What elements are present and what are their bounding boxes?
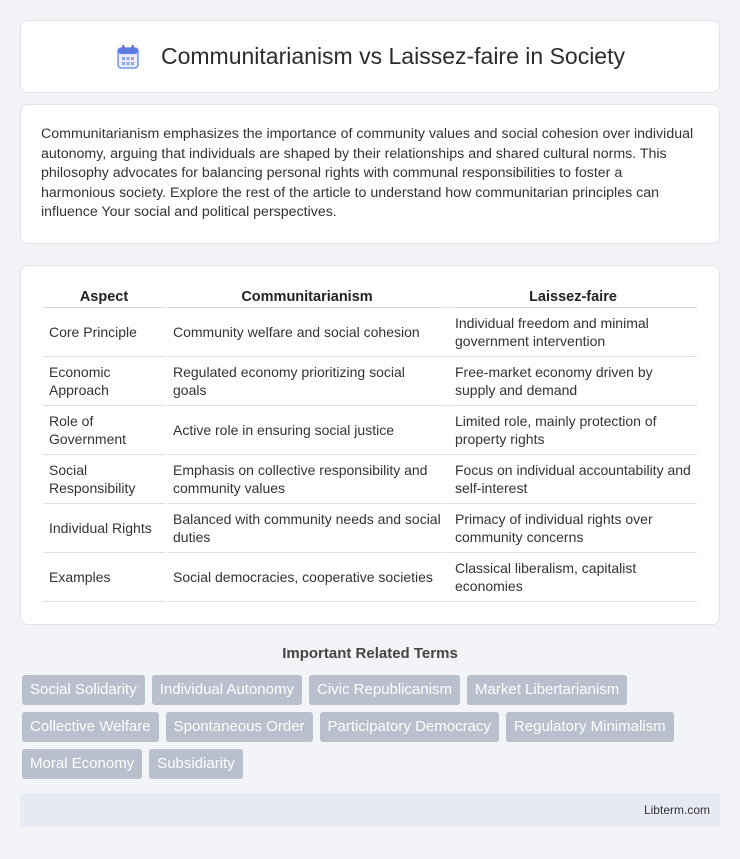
- tag-spontaneous-order[interactable]: Spontaneous Order: [166, 712, 313, 742]
- intro-card: [20, 104, 720, 244]
- cell-communitarianism: Regulated economy prioritizing social goals: [167, 357, 447, 406]
- cell-communitarianism: Balanced with community needs and social duties: [167, 504, 447, 553]
- table-row: [43, 553, 697, 602]
- cell-aspect: Core Principle: [43, 308, 165, 357]
- cell-communitarianism: Emphasis on collective responsibility and community values: [167, 455, 447, 504]
- comparison-table-card: [20, 265, 720, 625]
- header-communitarianism: Communitarianism: [167, 286, 447, 308]
- tag-individual-autonomy[interactable]: Individual Autonomy: [152, 675, 302, 705]
- footer-brand-link[interactable]: Libterm.com: [643, 802, 710, 817]
- cell-aspect: Social Responsibility: [43, 455, 165, 504]
- tag-market-libertarianism[interactable]: Market Libertarianism: [467, 675, 627, 705]
- page-title: Communitarianism vs Laissez-faire in Society: [161, 43, 625, 69]
- related-terms-list: [20, 675, 720, 779]
- tag-regulatory-minimalism[interactable]: Regulatory Minimalism: [506, 712, 674, 742]
- table-row: [43, 504, 697, 553]
- table-row: [43, 406, 697, 455]
- intro-paragraph: Communitarianism emphasizes the importance of community values and social cohesion over individual autonomy, arguing that individuals are shaped by their relationships and shared cultural norms. This philosophy advocates for balancing personal rights with communal responsibilities to foster a harmonious society. Explore the rest of the article to understand how communitarian principles can influence Your social and political perspectives.: [41, 126, 694, 221]
- cell-communitarianism: Active role in ensuring social justice: [167, 406, 447, 455]
- table-row: [43, 357, 697, 406]
- comparison-table: [41, 286, 699, 602]
- cell-aspect: Individual Rights: [43, 504, 165, 553]
- cell-communitarianism: Community welfare and social cohesion: [167, 308, 447, 357]
- footer: [20, 793, 720, 827]
- cell-aspect: Examples: [43, 553, 165, 602]
- cell-laissez-faire: Free-market economy driven by supply and demand: [449, 357, 697, 406]
- cell-laissez-faire: Primacy of individual rights over community concerns: [449, 504, 697, 553]
- related-terms-title: Important Related Terms: [282, 644, 458, 662]
- title-card: [20, 20, 720, 93]
- cell-aspect: Economic Approach: [43, 357, 165, 406]
- tag-collective-welfare[interactable]: Collective Welfare: [22, 712, 159, 742]
- cell-laissez-faire: Focus on individual accountability and self-interest: [449, 455, 697, 504]
- table-row: [43, 455, 697, 504]
- cell-aspect: Role of Government: [43, 406, 165, 455]
- table-header-row: [43, 286, 697, 308]
- tag-social-solidarity[interactable]: Social Solidarity: [22, 675, 145, 705]
- cell-laissez-faire: Classical liberalism, capitalist economies: [449, 553, 697, 602]
- table-row: [43, 308, 697, 357]
- tag-participatory-democracy[interactable]: Participatory Democracy: [320, 712, 499, 742]
- tag-civic-republicanism[interactable]: Civic Republicanism: [309, 675, 460, 705]
- cell-laissez-faire: Individual freedom and minimal government intervention: [449, 308, 697, 357]
- cell-laissez-faire: Limited role, mainly protection of property rights: [449, 406, 697, 455]
- tag-subsidiarity[interactable]: Subsidiarity: [149, 749, 243, 779]
- header-laissez-faire: Laissez-faire: [449, 286, 697, 308]
- cell-communitarianism: Social democracies, cooperative societies: [167, 553, 447, 602]
- calendar-icon: [115, 44, 141, 70]
- header-aspect: Aspect: [43, 286, 165, 308]
- tag-moral-economy[interactable]: Moral Economy: [22, 749, 142, 779]
